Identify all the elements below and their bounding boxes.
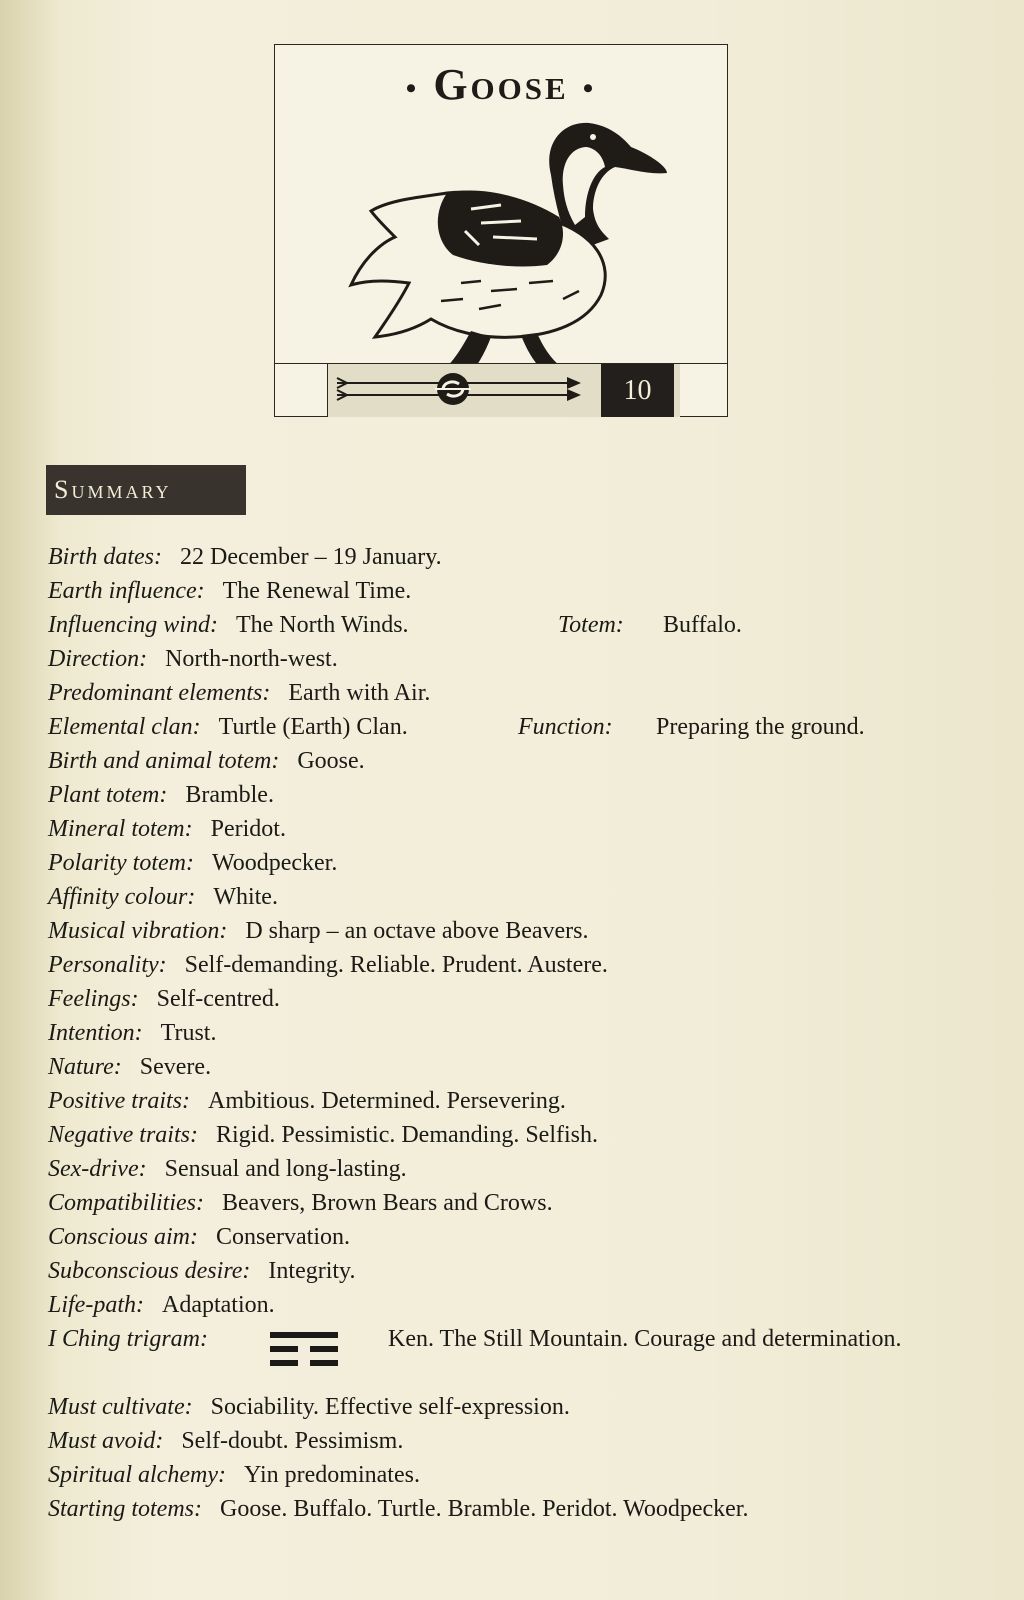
function-label: Function:	[518, 714, 613, 740]
goose-emblem-card	[274, 44, 728, 417]
row-label: Influencing wind:	[48, 612, 218, 638]
summary-heading: Summary	[46, 465, 246, 515]
row-label: Musical vibration:	[48, 918, 228, 944]
row-feelings	[48, 986, 280, 1013]
row-mineral-totem	[48, 816, 286, 843]
row-value: White.	[213, 884, 278, 910]
row-label: Positive traits:	[48, 1088, 190, 1114]
row-label: Sex-drive:	[48, 1156, 147, 1182]
row-value: Peridot.	[210, 816, 286, 842]
row-label: Negative traits:	[48, 1122, 198, 1148]
emblem-title-text: Goose	[433, 60, 569, 109]
row-spiritual-alchemy	[48, 1462, 420, 1489]
row-value: Conservation.	[216, 1224, 350, 1250]
row-label: I Ching trigram:	[48, 1326, 209, 1352]
row-value: Woodpecker.	[211, 850, 338, 876]
row-value: The North Winds.	[235, 612, 409, 638]
row-life-path	[48, 1292, 275, 1319]
row-label: Nature:	[48, 1054, 122, 1080]
row-label: Subconscious desire:	[48, 1258, 251, 1284]
row-positive-traits	[48, 1088, 566, 1115]
row-earth-influence	[48, 578, 411, 605]
row-value: Beavers, Brown Bears and Crows.	[222, 1190, 553, 1216]
emblem-title	[275, 59, 727, 110]
row-elemental-clan	[48, 714, 1008, 741]
row-value: Sociability. Effective self-expression.	[210, 1394, 570, 1420]
row-intention	[48, 1020, 216, 1047]
row-personality	[48, 952, 608, 979]
row-conscious-aim	[48, 1224, 350, 1251]
row-subconscious-desire	[48, 1258, 356, 1285]
row-must-cultivate	[48, 1394, 570, 1421]
bullet-left-icon: •	[405, 71, 420, 105]
row-value: Adaptation.	[162, 1292, 275, 1318]
ken-trigram-icon	[270, 1332, 338, 1366]
row-label: Mineral totem:	[48, 816, 193, 842]
direction-strip	[275, 363, 727, 417]
row-value: D sharp – an octave above Beavers.	[245, 918, 589, 944]
row-label: Must avoid:	[48, 1428, 164, 1454]
row-value: Self-centred.	[156, 986, 280, 1012]
row-value: Self-demanding. Reliable. Prudent. Austere.	[184, 952, 608, 978]
row-value: Ken. The Still Mountain. Courage and determination.	[388, 1326, 902, 1352]
row-label: Plant totem:	[48, 782, 168, 808]
row-value: Bramble.	[185, 782, 274, 808]
row-predominant-elements	[48, 680, 430, 707]
sign-number: 10	[601, 364, 674, 417]
row-birth-dates	[48, 544, 442, 571]
row-affinity-colour	[48, 884, 278, 911]
row-starting-totems	[48, 1496, 748, 1523]
row-label: Conscious aim:	[48, 1224, 198, 1250]
row-nature	[48, 1054, 211, 1081]
row-label: Polarity totem:	[48, 850, 194, 876]
row-value: North-north-west.	[165, 646, 338, 672]
row-label: Starting totems:	[48, 1496, 202, 1522]
row-plant-totem	[48, 782, 274, 809]
goose-illustration	[331, 113, 671, 383]
row-negative-traits	[48, 1122, 598, 1149]
bullet-right-icon: •	[582, 71, 597, 105]
row-value: Trust.	[160, 1020, 217, 1046]
row-compatibilities	[48, 1190, 553, 1217]
row-label: Birth dates:	[48, 544, 162, 570]
row-label: Must cultivate:	[48, 1394, 193, 1420]
row-label: Predominant elements:	[48, 680, 271, 706]
row-value: 22 December – 19 January.	[180, 544, 442, 570]
row-value: Earth with Air.	[288, 680, 431, 706]
row-sex-drive	[48, 1156, 407, 1183]
row-label: Direction:	[48, 646, 148, 672]
row-label: Intention:	[48, 1020, 143, 1046]
row-label: Elemental clan:	[48, 714, 201, 740]
row-must-avoid	[48, 1428, 403, 1455]
row-birth-animal-totem	[48, 748, 365, 775]
row-value: Yin predominates.	[243, 1462, 420, 1488]
row-polarity-totem	[48, 850, 337, 877]
row-value: Ambitious. Determined. Persevering.	[207, 1088, 566, 1114]
row-direction	[48, 646, 338, 673]
row-value: Turtle (Earth) Clan.	[218, 714, 408, 740]
row-value: Integrity.	[268, 1258, 356, 1284]
row-influencing-wind	[48, 612, 1008, 639]
row-value: Severe.	[139, 1054, 212, 1080]
row-value: Self-doubt. Pessimism.	[181, 1428, 404, 1454]
row-label: Personality:	[48, 952, 167, 978]
row-i-ching-trigram	[48, 1326, 1008, 1396]
row-label: Compatibilities:	[48, 1190, 204, 1216]
function-value: Preparing the ground.	[656, 714, 865, 740]
row-label: Affinity colour:	[48, 884, 196, 910]
row-label: Feelings:	[48, 986, 139, 1012]
row-value: Sensual and long-lasting.	[164, 1156, 407, 1182]
totem-label: Totem:	[558, 612, 624, 638]
row-label: Spiritual alchemy:	[48, 1462, 226, 1488]
row-value: The Renewal Time.	[222, 578, 412, 604]
row-value: Rigid. Pessimistic. Demanding. Selfish.	[215, 1122, 598, 1148]
row-musical-vibration	[48, 918, 589, 945]
row-value: Goose. Buffalo. Turtle. Bramble. Peridot. Woodpecker.	[220, 1496, 749, 1522]
row-label: Life-path:	[48, 1292, 144, 1318]
row-label: Birth and animal totem:	[48, 748, 280, 774]
row-value: Goose.	[297, 748, 365, 774]
totem-value: Buffalo.	[663, 612, 742, 638]
row-label: Earth influence:	[48, 578, 205, 604]
